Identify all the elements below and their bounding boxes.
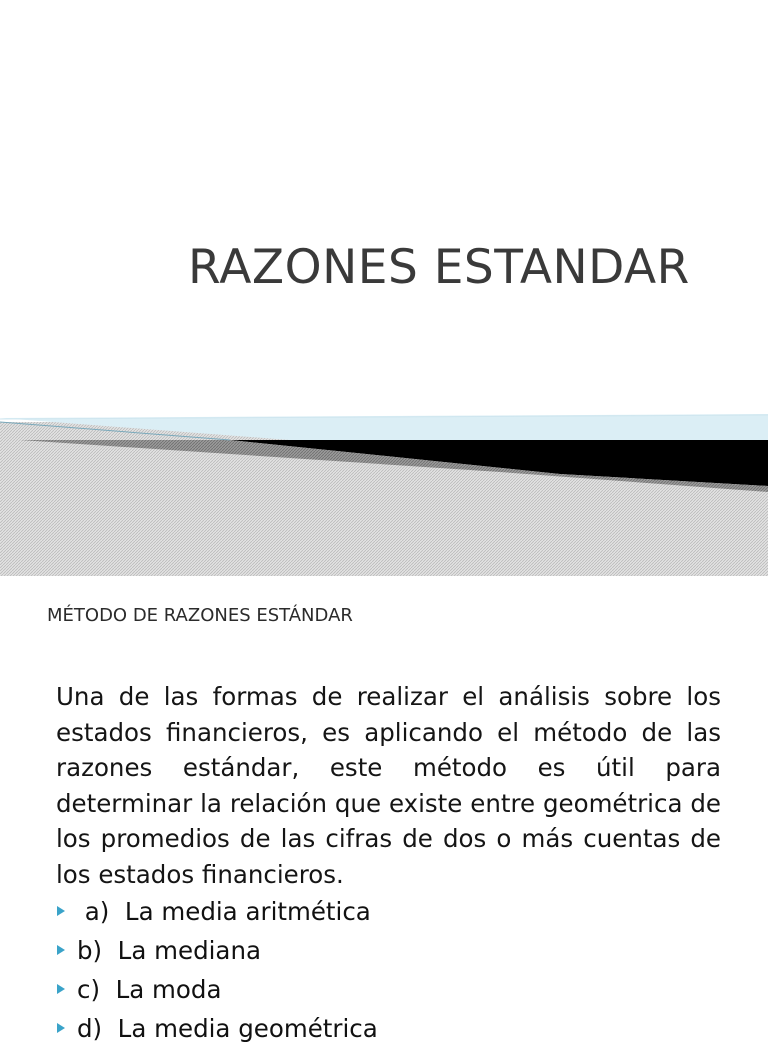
bullet-list (56, 892, 378, 1048)
body-paragraph: Una de las formas de realizar el análisis sobre los estados financieros, es aplicando el método de las razones estándar, este método es útil para determinar la relación que existe entre geométrica de los promedios de las cifras de dos o más cuentas de los estados financieros. (56, 682, 721, 889)
slide-title: RAZONES ESTANDAR (188, 240, 690, 295)
bullet-arrow-icon (57, 1023, 65, 1033)
list-item (56, 892, 378, 931)
list-item-label: b) La mediana (77, 936, 261, 965)
list-item (56, 931, 378, 970)
bullet-arrow-icon (57, 984, 65, 994)
decorative-band (0, 400, 768, 576)
list-item-label: d) La media geométrica (77, 1014, 378, 1043)
content-slide (0, 576, 768, 1043)
bullet-arrow-icon (57, 945, 65, 955)
list-item (56, 1009, 378, 1048)
bullet-arrow-icon (57, 906, 65, 916)
list-item-label: a) La media aritmética (77, 897, 371, 926)
list-item-label: c) La moda (77, 975, 222, 1004)
list-item (56, 970, 378, 1009)
section-heading: MÉTODO DE RAZONES ESTÁNDAR (47, 605, 353, 626)
